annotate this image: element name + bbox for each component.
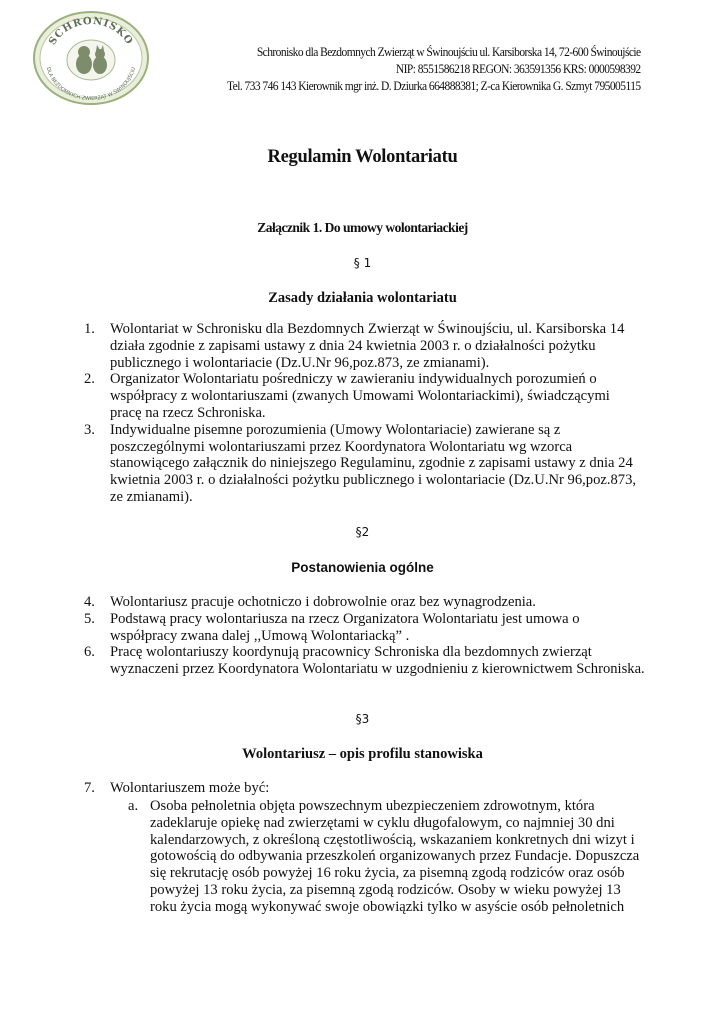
item-number: 2. <box>84 371 95 388</box>
document-title: Regulamin Wolontariatu <box>267 147 458 167</box>
list-item <box>0 644 645 678</box>
item-text: Pracę wolontariuszy koordynują pracownicy Schroniska dla bezdomnych zwierząt wyznaczeni przez Koordynatora Wolontariatu w uzgodnieniu z kierownictwem Schroniska. <box>110 644 645 678</box>
section-1-symbol: § 1 <box>353 256 372 270</box>
list-item <box>0 321 645 371</box>
letterhead-line-address: Schronisko dla Bezdomnych Zwierząt w Świnoujściu ul. Karsiborska 14, 72-600 Świnoujście <box>257 45 641 59</box>
shelter-logo <box>32 10 150 106</box>
sub-item-label: a. <box>128 798 139 814</box>
section-2-title: Postanowienia ogólne <box>291 560 434 575</box>
section-2-symbol: §2 <box>355 525 370 539</box>
logo-top-text: SCHRONISKO <box>47 15 135 48</box>
sub-item-text: Osoba pełnoletnia objęta powszechnym ubezpieczeniem zdrowotnym, która zadeklaruje opiekę nad zwierzętami w cyklu długofalowym, co najmniej 30 dni kalendarzowych, z określoną częstotliwością, wskazaniem konkretnych dni wizyt i gotowością do odbywania przeszkoleń organizowanych przez Fundacje. Dopuszcza się rekrutację osób powyżej 16 roku życia, za pisemną zgodą rodziców oraz osób powyżej 13 roku życia, za pisemną zgodą rodziców. Osoby w wieku powyżej 13 roku życia mogą wykonywać swoje obowiązki tylko w asyście osób pełnoletnich <box>150 798 640 915</box>
list-item <box>0 371 645 421</box>
letterhead-line-ids: NIP: 8551586218 REGON: 363591356 KRS: 0000598392 <box>396 62 641 76</box>
item-number: 3. <box>84 421 95 438</box>
annex-heading: Załącznik 1. Do umowy wolontariackiej <box>257 220 468 235</box>
section-1-list <box>0 321 645 506</box>
list-item <box>0 422 645 506</box>
letterhead-line-contact: Tel. 733 746 143 Kierownik mgr inż. D. Dziurka 664888381; Z-ca Kierownika G. Szmyt 795005115 <box>227 79 641 93</box>
section-2-list <box>0 594 645 678</box>
item-number: 7. <box>84 780 95 796</box>
item-text: Podstawą pracy wolontariusza na rzecz Organizatora Wolontariatu jest umowa o współpracy zwana dalej ,,Umową Wolontariacką” . <box>110 610 580 644</box>
item-number: 6. <box>84 644 95 661</box>
item-number: 5. <box>84 610 95 627</box>
letterhead-text <box>227 44 641 95</box>
item-text: Wolontariusz pracuje ochotniczo i dobrowolnie oraz bez wynagrodzenia. <box>110 594 536 610</box>
list-item <box>0 594 645 611</box>
item-number: 4. <box>84 594 95 610</box>
sub-list-item <box>128 798 640 916</box>
item-text: Indywidualne pisemne porozumienia (Umowy Wolontariacie) zawierane są z poszczególnymi wolontariuszami przez Koordynatora Wolontariatu wg wzorca stanowiącego załącznik do niniejszego Regulaminu, zgodnie z zapisami ustawy z dnia 24 kwietnia 2003 r. o działalności pożytku publicznego i wolontariacie (Dz.U.Nr 96,poz.873, ze zmianami). <box>110 421 637 505</box>
logo-bottom-text: DLA BEZDOMNYCH ZWIERZĄT W ŚWINOUJŚCIU <box>44 66 138 103</box>
list-item <box>0 611 645 645</box>
section-3-title: Wolontariusz – opis profilu stanowiska <box>242 746 483 762</box>
item-text: Organizator Wolontariatu pośredniczy w zawieraniu indywidualnych porozumień o współpracy z wolontariuszami (zwanych Umowami Wolontariackimi), świadczącymi pracę na rzecz Schroniska. <box>110 371 610 421</box>
list-item <box>0 780 645 797</box>
section-3-symbol: §3 <box>355 712 370 726</box>
item-number: 1. <box>84 321 95 337</box>
section-1-title: Zasady działania wolontariatu <box>268 290 457 306</box>
section-3-list <box>0 780 645 797</box>
item-text: Wolontariuszem może być: <box>110 780 270 796</box>
item-text: Wolontariat w Schronisku dla Bezdomnych Zwierząt w Świnoujściu, ul. Karsiborska 14 działa zgodnie z zapisami ustawy z dnia 24 kwietnia 2003 r. o działalności pożytku publicznego i wolontariacie (Dz.U.Nr 96,poz.873, ze zmianami). <box>110 321 625 371</box>
